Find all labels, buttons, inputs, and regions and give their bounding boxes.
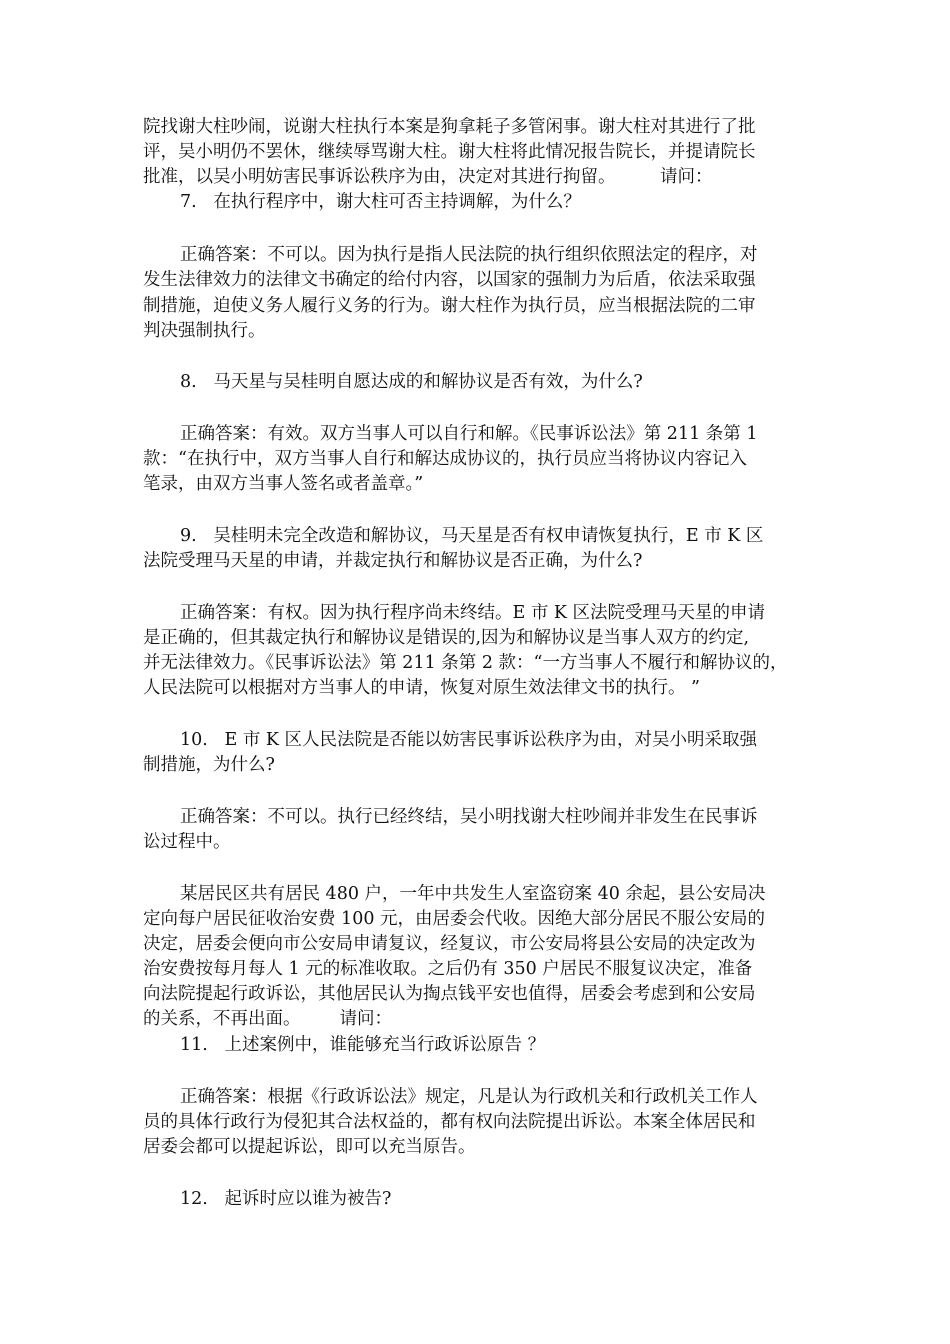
text-line: 制措施，迫使义务人履行义务的行为。谢大柱作为执行员，应当根据法院的二审 — [143, 296, 756, 316]
text-line: 批准，以吴小明妨害民事诉讼秩序为由，决定对其进行拘留。 请问： — [143, 167, 713, 187]
text-line: 并无法律效力。《民事诉讼法》第 211 条第 2 款：“一方当事人不履行和解协议的， — [143, 653, 788, 673]
answer-8: 正确答案：有效。双方当事人可以自行和解。《民事诉讼法》第 211 条第 1 — [180, 424, 758, 444]
question-12: 12. 起诉时应以谁为被告? — [180, 1189, 392, 1209]
text-line: 笔录，由双方当事人签名或者盖章。” — [143, 474, 424, 494]
question-11: 11. 上述案例中，谁能够充当行政诉讼原告 ？ — [180, 1035, 546, 1055]
text-line: 款：“在执行中，双方当事人自行和解达成协议的，执行员应当将协议内容记入 — [143, 449, 747, 469]
answer-10: 正确答案：不可以。执行已经终结，吴小明找谢大柱吵闹并非发生在民事诉 — [180, 807, 758, 827]
text-line: 院找谢大柱吵闹，说谢大柱执行本案是狗拿耗子多管闲事。谢大柱对其进行了批 — [143, 117, 756, 137]
answer-7: 正确答案：不可以。因为执行是指人民法院的执行组织依照法定的程序，对 — [180, 245, 758, 265]
text-line: 是正确的，但其裁定执行和解协议是错误的,因为和解协议是当事人双方的约定, — [143, 628, 750, 648]
question-9: 9. 吴桂明未完全改造和解协议，马天星是否有权申请恢复执行，E 市 K 区 — [180, 526, 764, 546]
text-line: 决定，居委会便向市公安局申请复议，经复议，市公安局将县公安局的决定改为 — [143, 934, 756, 954]
text-line: 制措施，为什么? — [143, 755, 275, 775]
text-line: 法院受理马天星的申请，并裁定执行和解协议是否正确，为什么? — [143, 551, 643, 571]
text-line: 的关系，不再出面。 请问： — [143, 1009, 392, 1029]
question-7: 7. 在执行程序中，谢大柱可否主持调解，为什么？ — [180, 192, 581, 212]
answer-11: 正确答案：根据《行政诉讼法》规定，凡是认为行政机关和行政机关工作人 — [180, 1087, 758, 1107]
answer-9: 正确答案：有权。因为执行程序尚未终结。E 市 K 区法院受理马天星的申请 — [180, 603, 766, 623]
text-line: 定向每户居民征收治安费 100 元，由居委会代收。因绝大部分居民不服公安局的 — [143, 909, 766, 929]
question-10: 10. E 市 K 区人民法院是否能以妨害民事诉讼秩序为由，对吴小明采取强 — [180, 730, 758, 750]
case-paragraph: 某居民区共有居民 480 户，一年中共发生人室盗窃案 40 余起，县公安局决 — [180, 884, 766, 904]
text-line: 治安费按每月每人 1 元的标准收取。之后仍有 350 户居民不服复议决定，准备 — [143, 959, 753, 979]
text-line: 向法院提起行政诉讼，其他居民认为掏点钱平安也值得，居委会考虑到和公安局 — [143, 984, 756, 1004]
text-line: 员的具体行政行为侵犯其合法权益的，都有权向法院提出诉讼。本案全体居民和 — [143, 1112, 756, 1132]
text-line: 人民法院可以根据对方当事人的申请，恢复对原生效法律文书的执行。 ” — [143, 678, 701, 698]
question-8: 8. 马天星与吴桂明自愿达成的和解协议是否有效，为什么? — [180, 372, 643, 392]
text-line: 发生法律效力的法律文书确定的给付内容，以国家的强制力为后盾，依法采取强 — [143, 270, 756, 290]
text-line: 评，吴小明仍不罢休，继续辱骂谢大柱。谢大柱将此情况报告院长，并提请院长 — [143, 142, 756, 162]
text-line: 讼过程中。 — [143, 832, 231, 852]
text-line: 居委会都可以提起诉讼，即可以充当原告。 — [143, 1137, 476, 1157]
text-line: 判决强制执行。 — [143, 321, 266, 341]
